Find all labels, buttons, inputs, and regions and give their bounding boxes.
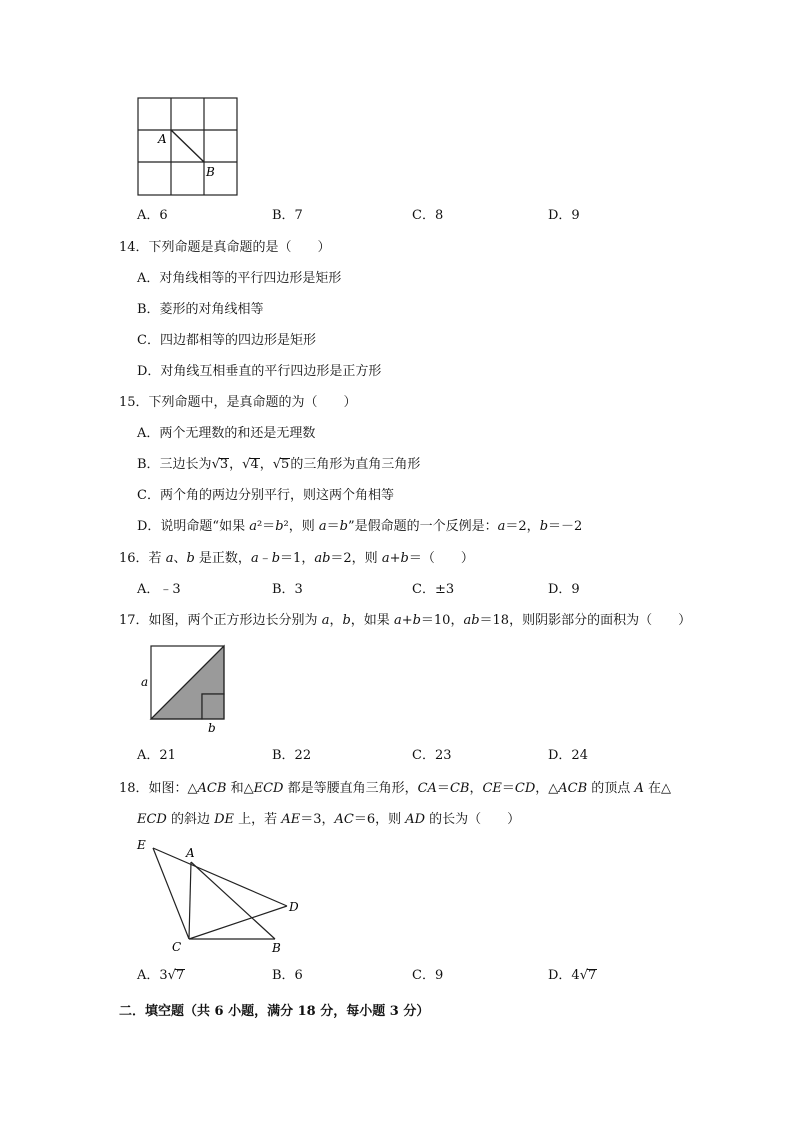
var-ab: ab: [314, 551, 331, 566]
q18-eq1: ＝: [436, 781, 450, 796]
square-label-b: b: [208, 721, 216, 735]
q18-d-prefix: D．4: [548, 968, 580, 983]
q16-mid1: 、: [173, 551, 187, 566]
grid-label-b: B: [206, 165, 215, 179]
q16-mid3: ﹣: [258, 551, 272, 566]
q16-prefix: 16．若: [119, 551, 166, 566]
var-a-plus-b: a+b: [393, 613, 421, 628]
q13-option-d: D．9: [548, 208, 580, 223]
var-b: b: [342, 613, 351, 628]
q14-option-a: A．对角线相等的平行四边形是矩形: [137, 271, 342, 286]
q16-mid5: ＝2，则: [330, 551, 382, 566]
triangle-ecd: ECD: [137, 812, 167, 827]
var-b: b: [275, 519, 284, 534]
sqrt-sign: √: [242, 457, 251, 472]
q15-option-d: [137, 519, 582, 535]
radicand-7: 7: [175, 968, 185, 983]
q17-mid: ，如果: [350, 613, 394, 628]
q18-stem-line2: [137, 812, 520, 828]
q17-v2: ＝18，则阴影部分的面积为（ ）: [479, 613, 692, 628]
q16-suffix: ＝（ ）: [408, 551, 474, 566]
seg-ad: AD: [405, 812, 426, 827]
vertex-d: D: [289, 900, 299, 914]
var-a: a: [249, 519, 257, 534]
q17-option-d: D．24: [548, 748, 588, 763]
q17-prefix: 17．如图，两个正方形边长分别为: [119, 613, 322, 628]
q13-option-a: A．6: [137, 208, 168, 223]
q17-option-a: A．21: [137, 748, 176, 763]
q15-option-b: B．三边长为√3，√4，√5的三角形为直角三角形: [137, 457, 421, 472]
q18-l2-on: 上，若: [234, 812, 282, 827]
grid-figure: [136, 96, 240, 198]
seg-cb: CB: [449, 781, 470, 796]
q18-mid: 都是等腰直角三角形，: [283, 781, 418, 796]
q13-option-c: C．8: [412, 208, 444, 223]
seg-ae: AE: [281, 812, 301, 827]
q15-d-v1: ＝2，: [505, 519, 540, 534]
var-b: b: [186, 551, 195, 566]
q18-option-b: B．6: [272, 968, 303, 983]
q16-option-d: D．9: [548, 582, 580, 597]
q14-option-c: C．四边都相等的四边形是矩形: [137, 333, 316, 348]
var-a: a: [165, 551, 174, 566]
q16-mid4: ＝1，: [280, 551, 315, 566]
var-b: b: [539, 519, 549, 534]
seg-cd: CD: [514, 781, 536, 796]
var-a: a: [250, 551, 259, 566]
q15-stem: 15．下列命题中，是真命题的为（ ）: [119, 395, 357, 410]
triangle-ecd: ECD: [253, 781, 284, 796]
q15-d-prefix: D．说明命题“如果: [137, 519, 250, 534]
q17-option-b: B．22: [272, 748, 312, 763]
q16-mid2: 是正数，: [194, 551, 251, 566]
q15-option-c: C．两个角的两边分别平行，则这两个角相等: [137, 488, 394, 503]
sqrt-sign: √: [211, 457, 220, 472]
q15-d-eq1: ²＝: [256, 519, 276, 534]
section-heading: 二．填空题（共 6 小题，满分 18 分，每小题 3 分）: [119, 1004, 430, 1019]
q18-vert: 的顶点: [587, 781, 635, 796]
vertex-b: B: [272, 941, 281, 955]
seg-ca: CA: [417, 781, 437, 796]
q18-l2-suffix: 的长为（ ）: [425, 812, 521, 827]
q14-option-d: D．对角线互相垂直的平行四边形是正方形: [137, 364, 382, 379]
q15-d-suffix: ”是假命题的一个反例是：: [347, 519, 498, 534]
var-a: a: [497, 519, 506, 534]
q18-l2-v2: ＝6，则: [353, 812, 406, 827]
q16-option-a: A．﹣3: [137, 582, 181, 597]
q18-c1: ，: [469, 781, 483, 796]
vertex-e: E: [137, 838, 146, 852]
seg-ce: CE: [482, 781, 502, 796]
q17-option-c: C．23: [412, 748, 452, 763]
radicand-4: 4: [250, 457, 259, 472]
q18-prefix: 18．如图：△: [119, 781, 198, 796]
var-a: a: [318, 519, 327, 534]
radicand-5: 5: [281, 457, 290, 472]
vertex-a: A: [186, 846, 195, 860]
q18-l2-mid: 的斜边: [166, 812, 215, 827]
q15-option-b-prefix: B．三边长为: [137, 457, 212, 472]
var-a: a: [381, 551, 390, 566]
q18-option-a: [137, 968, 185, 984]
q18-and: 和△: [226, 781, 254, 796]
triangle-acb: ACB: [558, 781, 588, 796]
radicand-3: 3: [219, 457, 229, 472]
radicand-7: 7: [588, 968, 597, 983]
q18-suffix: 在△: [643, 781, 671, 796]
var-a: a: [321, 613, 330, 628]
var-b: b: [271, 551, 281, 566]
q16-option-c: C．±3: [412, 582, 455, 597]
q15-d-sq: ²，则: [283, 519, 319, 534]
q15-d-v2: ＝－2: [548, 519, 583, 534]
q18-option-d: [548, 968, 597, 984]
q18-eq2: ＝: [501, 781, 515, 796]
q18-l2-v1: ＝3，: [300, 812, 335, 827]
q15-d-eq2: ＝: [326, 519, 340, 534]
seg-de: DE: [214, 812, 235, 827]
q14-option-b: B．菱形的对角线相等: [137, 302, 264, 317]
q15-option-a: A．两个无理数的和还是无理数: [137, 426, 316, 441]
var-ab: ab: [463, 613, 480, 628]
q18-stem-line1: [119, 781, 671, 797]
seg-ac: AC: [334, 812, 354, 827]
q15-option-b-suffix: 的三角形为直角三角形: [290, 457, 421, 472]
vertex-c: C: [172, 940, 182, 954]
q18-c2: ，△: [535, 781, 559, 796]
sqrt-sign: √: [167, 968, 176, 983]
square-label-a: a: [141, 675, 149, 689]
q18-a-prefix: A．3: [137, 968, 168, 983]
var-b: b: [400, 551, 409, 566]
point-a: A: [634, 781, 644, 796]
squares-figure: [136, 642, 228, 736]
q16-stem: [119, 551, 474, 567]
sqrt-sign: √: [579, 968, 588, 983]
q13-option-b: B．7: [272, 208, 303, 223]
q18-option-c: C．9: [412, 968, 444, 983]
sqrt-sign: √: [272, 457, 282, 472]
q17-stem: [119, 613, 691, 629]
var-b: b: [339, 519, 348, 534]
q16-plus: +: [389, 551, 401, 566]
q17-v1: ＝10，: [420, 613, 464, 628]
triangles-figure: [134, 834, 306, 958]
q16-option-b: B．3: [272, 582, 303, 597]
grid-label-a: A: [158, 132, 167, 146]
q14-stem: 14．下列命题是真命题的是（ ）: [119, 240, 331, 255]
q17-comma: ，: [329, 613, 343, 628]
triangle-acb: ACB: [197, 781, 227, 796]
